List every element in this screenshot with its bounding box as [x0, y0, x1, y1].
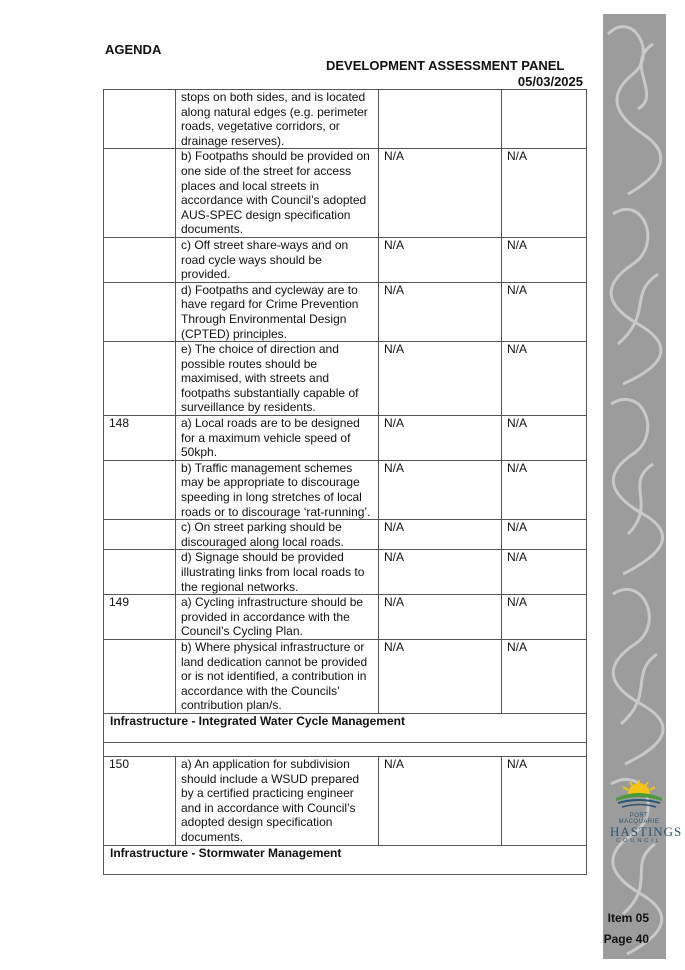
table-row	[104, 460, 587, 519]
compliance-cell: N/A	[379, 237, 502, 282]
requirement-text: d) Footpaths and cycleway are to have regard for Crime Prevention Through Environmental Design (CPTED) principles.	[176, 282, 379, 341]
requirement-text: e) The choice of direction and possible routes should be maximised, with streets and footpaths substantially capable of surveillance by residents.	[176, 342, 379, 416]
spacer-cell	[104, 742, 587, 756]
row-number	[104, 149, 176, 238]
comment-cell: N/A	[502, 520, 587, 550]
table-row	[104, 282, 587, 341]
compliance-cell: N/A	[379, 550, 502, 595]
panel-title: DEVELOPMENT ASSESSMENT PANEL	[326, 58, 565, 73]
requirement-text: stops on both sides, and is located along natural edges (e.g. perimeter roads, vegetative corridors, or drainage reserves).	[176, 90, 379, 149]
logo-line-3: COUNCIL	[616, 838, 662, 844]
comment-cell: N/A	[502, 595, 587, 640]
spacer-row	[104, 742, 587, 756]
comment-cell: N/A	[502, 550, 587, 595]
logo-line-1: PORT MACQUARIE	[618, 813, 660, 825]
row-number	[104, 460, 176, 519]
compliance-cell: N/A	[379, 149, 502, 238]
row-number: 150	[104, 756, 176, 845]
comment-cell: N/A	[502, 237, 587, 282]
row-number: 148	[104, 416, 176, 461]
table-row	[104, 90, 587, 149]
table-row	[104, 756, 587, 845]
comment-cell: N/A	[502, 756, 587, 845]
assessment-table	[103, 89, 587, 875]
council-logo	[610, 778, 683, 844]
item-number: Item 05	[607, 911, 649, 925]
comment-cell: N/A	[502, 282, 587, 341]
comment-cell: N/A	[502, 149, 587, 238]
row-number: 149	[104, 595, 176, 640]
compliance-cell: N/A	[379, 416, 502, 461]
table-row	[104, 595, 587, 640]
compliance-cell: N/A	[379, 342, 502, 416]
row-number	[104, 237, 176, 282]
compliance-cell	[379, 90, 502, 149]
compliance-cell: N/A	[379, 639, 502, 713]
comment-cell: N/A	[502, 460, 587, 519]
section-heading: Infrastructure - Stormwater Management	[104, 845, 587, 874]
page-number: Page 40	[603, 932, 649, 946]
requirement-text: a) Cycling infrastructure should be provided in accordance with the Council’s Cycling Plan.	[176, 595, 379, 640]
row-number	[104, 342, 176, 416]
row-number	[104, 282, 176, 341]
panel-date: 05/03/2025	[517, 74, 583, 89]
table-row	[104, 520, 587, 550]
compliance-cell: N/A	[379, 756, 502, 845]
row-number	[104, 639, 176, 713]
requirement-text: a) An application for subdivision should include a WSUD prepared by a certified practicing engineer and in accordance with Council’s adopted design specification documents.	[176, 756, 379, 845]
comment-cell: N/A	[502, 416, 587, 461]
requirement-text: b) Footpaths should be provided on one side of the street for access places and local streets in accordance with Council’s adopted AUS-SPEC design specification documents.	[176, 149, 379, 238]
section-row	[104, 713, 587, 742]
compliance-cell: N/A	[379, 460, 502, 519]
agenda-heading: AGENDA	[105, 42, 162, 57]
comment-cell	[502, 90, 587, 149]
comment-cell: N/A	[502, 639, 587, 713]
table-row	[104, 237, 587, 282]
table-row	[104, 342, 587, 416]
logo-line-2: HASTINGS	[610, 824, 683, 839]
requirement-text: d) Signage should be provided illustrating links from local roads to the regional networks.	[176, 550, 379, 595]
row-number	[104, 90, 176, 149]
requirement-text: c) On street parking should be discouraged along local roads.	[176, 520, 379, 550]
compliance-cell: N/A	[379, 282, 502, 341]
compliance-cell: N/A	[379, 595, 502, 640]
row-number	[104, 520, 176, 550]
table-row	[104, 639, 587, 713]
table-row	[104, 416, 587, 461]
requirement-text: c) Off street share-ways and on road cycle ways should be provided.	[176, 237, 379, 282]
table-row	[104, 149, 587, 238]
requirement-text: b) Where physical infrastructure or land dedication cannot be provided or is not identified, a contribution in accordance with the Councils’ contribution plan/s.	[176, 639, 379, 713]
compliance-cell: N/A	[379, 520, 502, 550]
comment-cell: N/A	[502, 342, 587, 416]
table-row	[104, 550, 587, 595]
row-number	[104, 550, 176, 595]
requirement-text: b) Traffic management schemes may be appropriate to discourage speeding in long stretches of local roads or to discourage ‘rat-running’.	[176, 460, 379, 519]
section-row	[104, 845, 587, 874]
requirement-text: a) Local roads are to be designed for a maximum vehicle speed of 50kph.	[176, 416, 379, 461]
logo-mark-icon	[610, 778, 668, 808]
section-heading: Infrastructure - Integrated Water Cycle Management	[104, 713, 587, 742]
